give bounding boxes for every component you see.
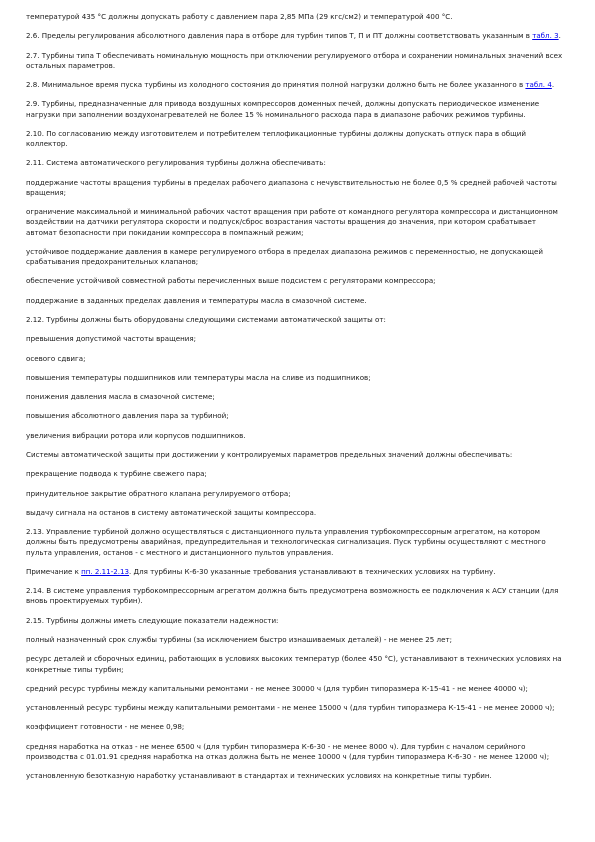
paragraph-text: . [558, 31, 561, 41]
paragraph [26, 315, 568, 325]
paragraph-text: установленную безотказную наработку устанавливают в стандартах и технических условиях на конкретные типы турбин. [26, 771, 492, 781]
paragraph [26, 296, 568, 306]
paragraph [26, 99, 568, 119]
paragraph-text: 2.12. Турбины должны быть оборудованы следующими системами автоматической защиты от: [26, 314, 386, 324]
paragraph [26, 527, 568, 558]
paragraph [26, 508, 568, 518]
paragraph-text: установленный ресурс турбины между капитальными ремонтами - не менее 15000 ч (для турбин типоразмера К-15-41 - не менее 20000 ч); [26, 703, 555, 713]
paragraph-text: полный назначенный срок службы турбины (за исключением быстро изнашиваемых деталей) - не менее 25 лет; [26, 635, 452, 645]
paragraph-text: 2.14. В системе управления турбокомпрессорным агрегатом должна быть предусмотрена возможность ее подключения к АСУ станции (для вновь проектируемых турбин). [26, 586, 559, 606]
cross-reference-link[interactable]: пп. 2.11-2.13 [81, 566, 130, 576]
paragraph-text: средняя наработка на отказ - не менее 6500 ч (для турбин типоразмера К-6-30 - не менее 8000 ч). Для турбин с началом серийного производства с 01.01.91 средняя наработка на отказ должна быть не менее 10000 ч (для турбин типоразмера К-6-30 - не менее 12000 ч); [26, 741, 550, 761]
paragraph-text: ресурс деталей и сборочных единиц, работающих в условиях высоких температур (более 450 °С), устанавливают в технических условиях на конкретные типы турбин; [26, 654, 562, 674]
paragraph [26, 334, 568, 344]
paragraph [26, 742, 568, 762]
paragraph [26, 489, 568, 499]
cross-reference-link[interactable]: табл. 3 [532, 31, 559, 41]
paragraph-text: Примечание к [26, 566, 82, 576]
paragraph [26, 158, 568, 168]
paragraph [26, 31, 568, 41]
paragraph-text: принудительное закрытие обратного клапана регулируемого отбора; [26, 488, 291, 498]
paragraph [26, 373, 568, 383]
paragraph-text: обеспечение устойчивой совместной работы перечисленных выше подсистем с регуляторами компрессора; [26, 276, 436, 286]
paragraph [26, 684, 568, 694]
paragraph [26, 354, 568, 364]
paragraph [26, 276, 568, 286]
paragraph-text: 2.10. По согласованию между изготовителем и потребителем теплофикационные турбины должны допускать отпуск пара в общий коллектор. [26, 128, 526, 149]
paragraph-text: поддержание частоты вращения турбины в пределах рабочего диапазона с нечувствительностью не более 0,5 % средней рабочей частоты вращения; [26, 177, 557, 197]
paragraph [26, 469, 568, 479]
paragraph-text: коэффициент готовности - не менее 0,98; [26, 722, 185, 732]
paragraph [26, 450, 568, 460]
paragraph [26, 703, 568, 713]
paragraph [26, 207, 568, 238]
paragraph [26, 567, 568, 577]
paragraph [26, 392, 568, 402]
paragraph [26, 771, 568, 781]
paragraph-text: 2.15. Турбины должны иметь следующие показатели надежности: [26, 615, 279, 625]
paragraph [26, 51, 568, 71]
paragraph [26, 80, 568, 90]
paragraph [26, 722, 568, 732]
paragraph-text: 2.13. Управление турбиной должно осуществляться с дистанционного пульта управления турбокомпрессорным агрегатом, на котором должны быть предусмотрены аварийная, предупредительная и технологическая сигнализация. Пуск турбины осуществляют с местного пульта управления, останов - с местного и дистанционного пультов управления. [26, 527, 546, 557]
paragraph-text: поддержание в заданных пределах давления и температуры масла в смазочной системе. [26, 295, 367, 305]
paragraph-text: 2.7. Турбины типа Т обеспечивать номинальную мощность при отключении регулируемого отбора и сохранении номинальных значений всех остальных параметров. [26, 50, 563, 70]
paragraph-text: превышения допустимой частоты вращения; [26, 334, 197, 344]
paragraph [26, 616, 568, 626]
paragraph-text: . Для турбины К-6-30 указанные требования устанавливают в технических условиях на турбину. [129, 566, 496, 576]
paragraph-text: повышения температуры подшипников или температуры масла на сливе из подшипников; [26, 372, 371, 382]
paragraph-text: выдачу сигнала на останов в систему автоматической защиты компрессора. [26, 507, 317, 517]
paragraph [26, 247, 568, 267]
paragraph-text: 2.6. Пределы регулирования абсолютного давления пара в отборе для турбин типов Т, П и ПТ должны соответствовать указанным в [26, 31, 533, 41]
paragraph-text: 2.11. Система автоматического регулирования турбины должна обеспечивать: [26, 158, 326, 168]
paragraph-text: повышения абсолютного давления пара за турбиной; [26, 411, 229, 421]
document-body [26, 12, 568, 791]
paragraph-text: осевого сдвига; [26, 353, 86, 363]
paragraph-text: прекращение подвода к турбине свежего пара; [26, 469, 207, 479]
paragraph-text: температурой 435 °С должны допускать работу с давлением пара 2,85 МПа (29 кгс/см2) и температурой 400 °С. [26, 12, 453, 21]
paragraph-text: ограничение максимальной и минимальной рабочих частот вращения при работе от командного регулятора компрессора и дистанционном воздействии на датчики регулятора скорости и подпуск/сброс возрастания частоты вращения до значения, при котором срабатывает автомат безопасности при покидании компрессора в помпажный режим; [26, 207, 558, 237]
paragraph [26, 431, 568, 441]
paragraph-text: увеличения вибрации ротора или корпусов подшипников. [26, 430, 246, 440]
paragraph [26, 178, 568, 198]
paragraph [26, 411, 568, 421]
paragraph-text: 2.9. Турбины, предназначенные для привода воздушных компрессоров доменных печей, должны допускать периодическое изменение нагрузки при заполнении воздухонагревателей не более 15 % номинального расхода пара в диапазоне рабочих режимов турбины. [26, 99, 540, 119]
paragraph [26, 12, 568, 22]
paragraph [26, 129, 568, 149]
paragraph-text: . [551, 80, 555, 90]
paragraph-text: устойчивое поддержание давления в камере регулируемого отбора в пределах диапазона режимов с переменностью, не допускающей срабатывания предохранительных клапанов; [26, 246, 543, 267]
paragraph-text: понижения давления масла в смазочной системе; [26, 392, 215, 402]
cross-reference-link[interactable]: табл. 4 [525, 80, 552, 90]
paragraph-text: Системы автоматической защиты при достижении у контролируемых параметров предельных значений должны обеспечивать: [26, 450, 513, 460]
paragraph-text: 2.8. Минимальное время пуска турбины из холодного состояния до принятия полной нагрузки должно быть не более указанного в [26, 80, 526, 90]
paragraph [26, 635, 568, 645]
paragraph [26, 586, 568, 606]
paragraph-text: средний ресурс турбины между капитальными ремонтами - не менее 30000 ч (для турбин типоразмера К-15-41 - не менее 40000 ч); [26, 683, 528, 693]
paragraph [26, 654, 568, 674]
